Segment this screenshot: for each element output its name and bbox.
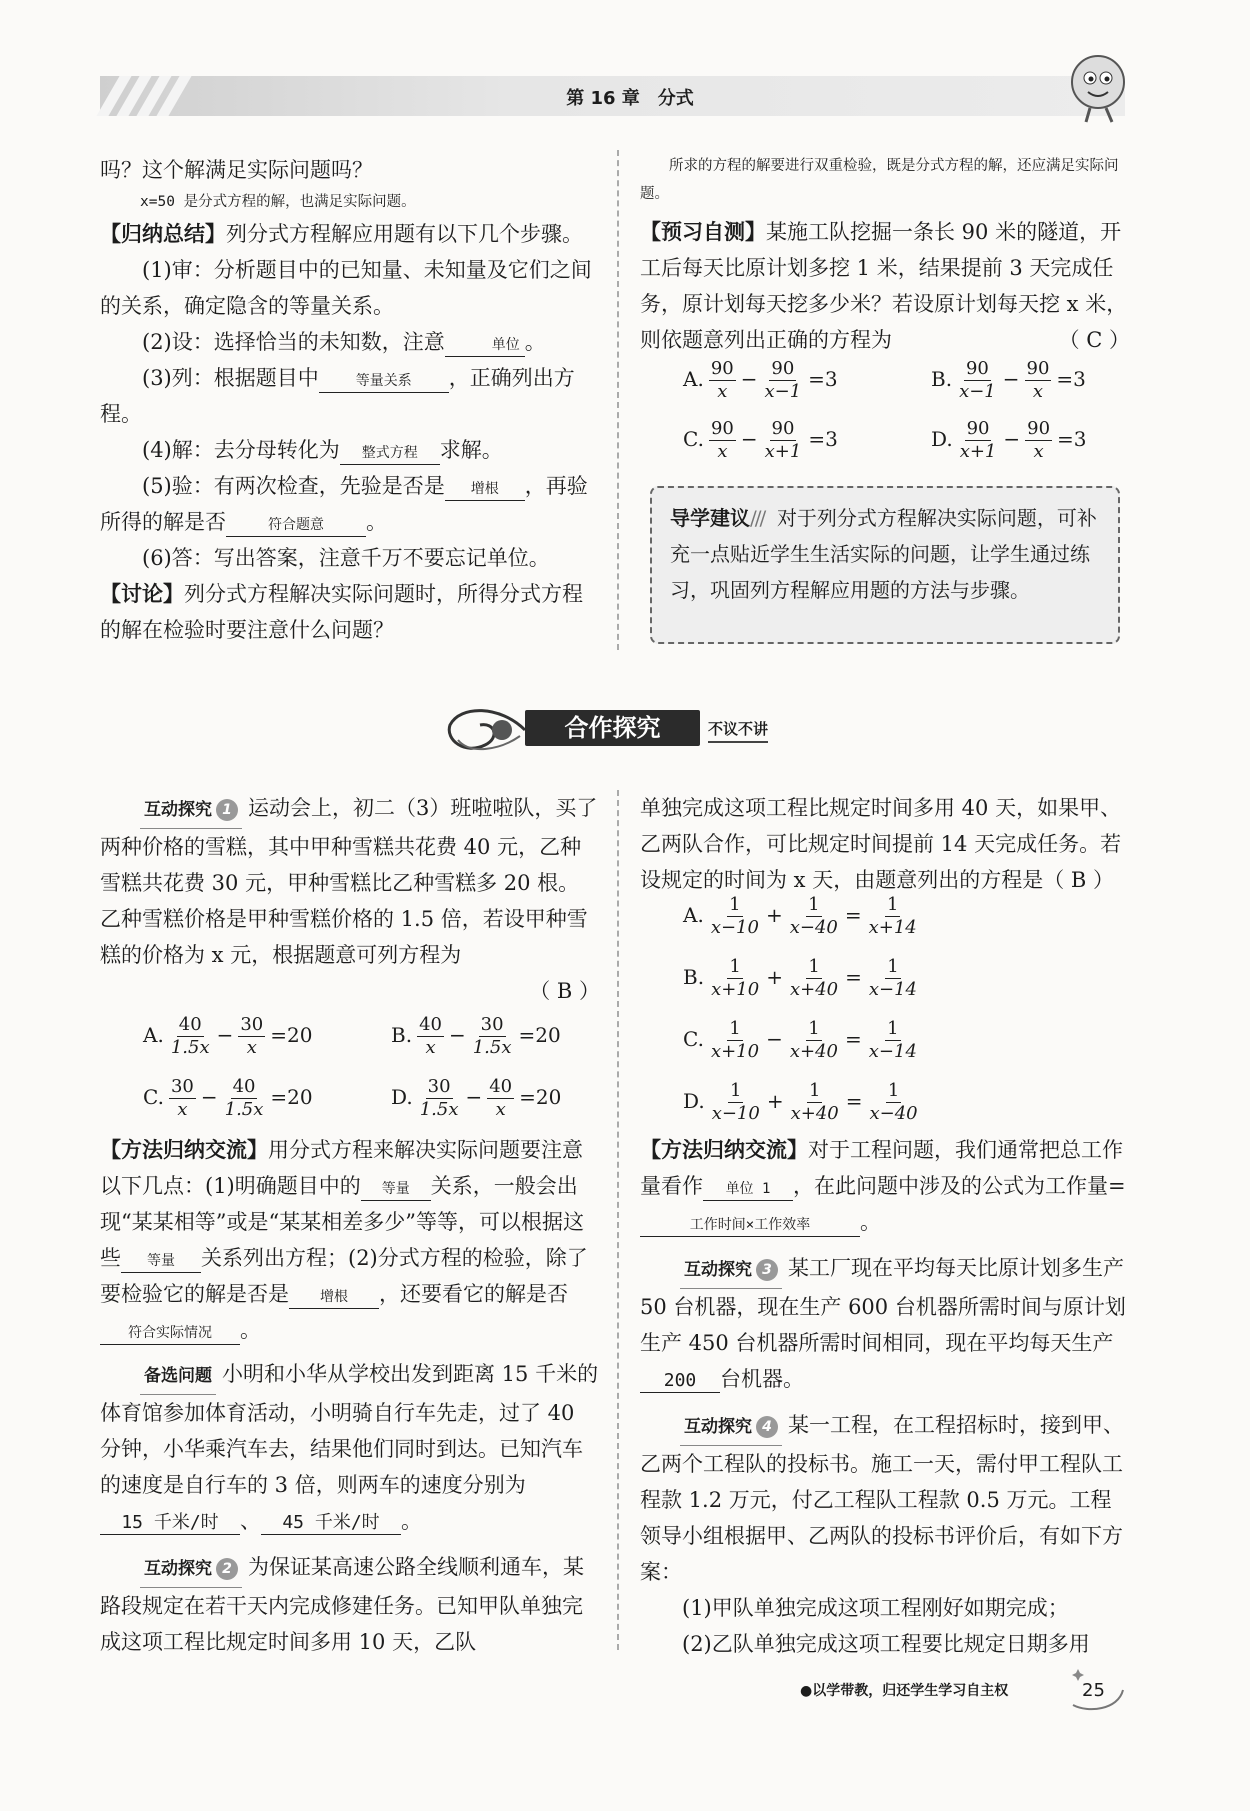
column-divider bbox=[617, 790, 619, 1650]
footer-motto: ●以学带教，归还学生学习自主权 bbox=[800, 1683, 1009, 1699]
method-tag: 【方法归纳交流】 bbox=[640, 1138, 808, 1162]
step-2-text: (2)设：选择恰当的未知数，注意 bbox=[142, 330, 445, 354]
alt-tag: 备选问题 bbox=[140, 1358, 216, 1395]
left-bottom-section bbox=[100, 790, 600, 1009]
fill-blank: 符合实际情况 bbox=[100, 1322, 240, 1345]
fraction: $\frac{1}{x-14}$ bbox=[868, 956, 918, 1000]
fraction: $\frac{40}{x}$ bbox=[419, 1014, 442, 1058]
fill-blank: 等量 bbox=[361, 1178, 431, 1201]
fraction: $\frac{1}{x+14}$ bbox=[868, 894, 917, 938]
preview-text: 某施工队挖掘一条长 90 米的隧道，开工后每天比原计划多挖 1 米，结果提前 3 天完成任务，原计划每天挖多少米？若设原计划每天挖 x 米，则依题意列出正确的方程为 bbox=[640, 220, 1128, 352]
exercise-text: 单独完成这项工程比规定时间多用 40 天，如果甲、乙两队合作，可比规定时间提前 14 天完成任务。若设规定的时间为 x 天，由题意列出的方程是 bbox=[640, 796, 1122, 892]
fill-blank: 单位 bbox=[445, 334, 525, 357]
option-d[interactable]: D. $\frac{1}{x-10}$ + $\frac{1}{x+40}$ = $\frac{1}{x-40}$ bbox=[683, 1080, 918, 1124]
step-6: (6)答：写出答案，注意千万不要忘记单位。 bbox=[142, 546, 550, 570]
method-text: ，还要看它的解是否 bbox=[379, 1282, 568, 1306]
answer-choice: （ C ） bbox=[1058, 328, 1130, 352]
exercise-text: 为保证某高速公路全线顺利通车，某路段规定在若干天内完成修建任务。已知甲队单独完成这项工程比规定时间多用 10 天，乙队 bbox=[100, 1555, 584, 1654]
left-top-section bbox=[100, 152, 600, 648]
summary-tag: 【归纳总结】 bbox=[100, 222, 226, 246]
fraction: $\frac{1}{x+10}$ bbox=[710, 1018, 760, 1062]
option-b[interactable]: B. $\frac{40}{x}$ − $\frac{30}{1.5x}$ =20 bbox=[391, 1014, 561, 1058]
step-3-end: ，正确列出方程。 bbox=[100, 366, 575, 426]
fill-blank: 等量 bbox=[121, 1250, 201, 1273]
fraction: $\frac{90}{x}$ bbox=[710, 358, 734, 402]
mascot-icon bbox=[1060, 48, 1140, 128]
fraction: $\frac{90}{x}$ bbox=[1027, 418, 1051, 462]
step-1: (1)审：分析题目中的已知量、未知量及它们之间的关系，确定隐含的等量关系。 bbox=[100, 258, 592, 318]
method-text: 对于工程问题，我们通常把总工作量看作 bbox=[640, 1138, 1123, 1198]
chapter-title: 第 16 章 分式 bbox=[566, 88, 694, 109]
fill-blank: 等量关系 bbox=[319, 370, 449, 393]
fill-blank: 工作时间×工作效率 bbox=[640, 1214, 860, 1237]
exercise-text: 某一工程，在工程招标时，接到甲、乙两个工程队的投标书。施工一天，需付甲工程队工程款 1.2 万元，付乙工程队工程款 0.5 万元。工程领导小组根据甲、乙两队的投标书评价后，有如下方案： bbox=[640, 1413, 1124, 1584]
fill-blank: 45 千米/时 bbox=[261, 1512, 401, 1535]
method-2-section bbox=[640, 1132, 1130, 1662]
fraction: $\frac{1}{x-14}$ bbox=[868, 1018, 917, 1062]
summary-text: 列分式方程解应用题有以下几个步骤。 bbox=[226, 222, 583, 246]
fraction: $\frac{90}{x-1}$ bbox=[764, 358, 802, 402]
exercise-tag: 互动探究 1 bbox=[140, 792, 242, 829]
option-a[interactable]: A. $\frac{90}{x}$ − $\frac{90}{x-1}$ =3 bbox=[683, 358, 838, 402]
option-b[interactable]: B. $\frac{90}{x-1}$ − $\frac{90}{x}$ =3 bbox=[931, 358, 1086, 402]
fill-blank: 15 千米/时 bbox=[100, 1512, 240, 1535]
plan-1: (1)甲队单独完成这项工程刚好如期完成； bbox=[682, 1596, 1069, 1620]
method-text: 用分式方程来解决实际问题要注意以下几点：(1)明确题目中的 bbox=[100, 1138, 583, 1198]
note-text: 对于列分式方程解决实际问题，可补充一点贴近学生生活实际的问题，让学生通过练习，巩固列方程解应用题的方法与步骤。 bbox=[670, 506, 1097, 602]
step-5-mid: ，再验所得的解是否 bbox=[100, 474, 588, 534]
exercise-tag: 互动探究 3 bbox=[680, 1252, 782, 1289]
fraction: $\frac{40}{x}$ bbox=[489, 1076, 513, 1120]
answer-text: 所求的方程的解要进行双重检验，既是分式方程的解，还应满足实际问题。 bbox=[640, 158, 1119, 202]
answer-choice: （ B ） bbox=[529, 979, 600, 1003]
option-c[interactable]: C. $\frac{30}{x}$ − $\frac{40}{1.5x}$ =20 bbox=[143, 1076, 313, 1120]
fill-blank: 单位 1 bbox=[703, 1178, 793, 1201]
number-badge: 3 bbox=[756, 1259, 778, 1281]
fraction: $\frac{1}{x+10}$ bbox=[711, 956, 760, 1000]
method-text: 。 bbox=[860, 1210, 881, 1234]
number-badge: 4 bbox=[756, 1416, 778, 1438]
fraction: $\frac{90}{x+1}$ bbox=[959, 418, 997, 462]
step-2-end: 。 bbox=[524, 330, 546, 354]
slash-decoration: /// bbox=[750, 506, 765, 530]
section-banner bbox=[440, 700, 800, 760]
fraction: $\frac{1}{x+40}$ bbox=[789, 1018, 838, 1062]
exercise-end: 台机器。 bbox=[720, 1367, 804, 1391]
guide-note bbox=[650, 486, 1120, 644]
method-tag: 【方法归纳交流】 bbox=[100, 1138, 268, 1162]
fraction: $\frac{30}{x}$ bbox=[240, 1014, 264, 1058]
method-text: 关系，一般会出现“某某相等”或是“某某相差多少”等等，可以根据这些 bbox=[100, 1174, 584, 1270]
fraction: $\frac{1}{x-40}$ bbox=[869, 1080, 918, 1124]
option-a[interactable]: A. $\frac{40}{1.5x}$ − $\frac{30}{x}$ =20 bbox=[143, 1014, 313, 1058]
fill-blank: 增根 bbox=[445, 478, 525, 501]
exercise-tag: 互动探究 2 bbox=[140, 1551, 242, 1588]
right-top-section bbox=[640, 152, 1130, 358]
option-d[interactable]: D. $\frac{90}{x+1}$ − $\frac{90}{x}$ =3 bbox=[931, 418, 1087, 462]
fraction: $\frac{1}{x+40}$ bbox=[789, 956, 839, 1000]
separator: 、 bbox=[240, 1509, 261, 1533]
alt-end: 。 bbox=[401, 1509, 422, 1533]
number-badge: 2 bbox=[216, 1558, 238, 1580]
fill-blank: 整式方程 bbox=[340, 442, 440, 465]
discuss-tag: 【讨论】 bbox=[100, 582, 184, 606]
exercise-tag: 互动探究 4 bbox=[680, 1409, 782, 1446]
option-c[interactable]: C. $\frac{90}{x}$ − $\frac{90}{x+1}$ =3 bbox=[683, 418, 838, 462]
answer-text: x=50 是分式方程的解，也满足实际问题。 bbox=[140, 194, 416, 210]
page-number: 25 bbox=[1082, 1680, 1105, 1701]
swirl-icon bbox=[440, 700, 530, 760]
plan-2: (2)乙队单独完成这项工程要比规定日期多用 bbox=[682, 1632, 1090, 1656]
option-d[interactable]: D. $\frac{30}{1.5x}$ − $\frac{40}{x}$ =20 bbox=[391, 1076, 562, 1120]
method-1-section bbox=[100, 1132, 600, 1660]
fraction: $\frac{30}{1.5x}$ bbox=[419, 1076, 459, 1120]
exercise-text: 某工厂现在平均每天比原计划多生产 50 台机器，现在生产 600 台机器所需时间与原计划生产 450 台机器所需时间相同，现在平均每天生产 bbox=[640, 1256, 1126, 1355]
right-bottom-section bbox=[640, 790, 1130, 898]
step-5-end: 。 bbox=[366, 510, 387, 534]
fraction: $\frac{90}{x-1}$ bbox=[959, 358, 996, 402]
fraction: $\frac{40}{1.5x}$ bbox=[170, 1014, 210, 1058]
fraction: $\frac{1}{x-10}$ bbox=[711, 1080, 760, 1124]
fraction: $\frac{90}{x}$ bbox=[1026, 358, 1050, 402]
fraction: $\frac{90}{x}$ bbox=[710, 418, 734, 462]
option-c[interactable]: C. $\frac{1}{x+10}$ − $\frac{1}{x+40}$ = $\frac{1}{x-14}$ bbox=[683, 1018, 917, 1062]
fraction: $\frac{1}{x-10}$ bbox=[710, 894, 759, 938]
fraction: $\frac{30}{1.5x}$ bbox=[472, 1014, 512, 1058]
fraction: $\frac{40}{1.5x}$ bbox=[224, 1076, 264, 1120]
text-line: 吗？这个解满足实际问题吗？ bbox=[100, 158, 373, 182]
fill-blank: 增根 bbox=[289, 1286, 379, 1309]
banner-subtitle: 不议不讲 bbox=[708, 718, 768, 743]
step-3-text: (3)列：根据题目中 bbox=[142, 366, 319, 390]
banner-title: 合作探究 bbox=[525, 710, 700, 746]
method-text: ，在此问题中涉及的公式为工作量= bbox=[793, 1174, 1126, 1198]
option-b[interactable]: B. $\frac{1}{x+10}$ + $\frac{1}{x+40}$ = $\frac{1}{x-14}$ bbox=[683, 956, 918, 1000]
fraction: $\frac{1}{x-40}$ bbox=[789, 894, 838, 938]
fraction: $\frac{90}{x+1}$ bbox=[764, 418, 802, 462]
alt-text: 小明和小华从学校出发到距离 15 千米的体育馆参加体育活动，小明骑自行车先走，过了 40 分钟，小华乘汽车去，结果他们同时到达。已知汽车的速度是自行车的 3 倍，则两车的速度分别为 bbox=[100, 1362, 599, 1497]
preview-tag: 【预习自测】 bbox=[640, 220, 766, 244]
exercise-text: 运动会上，初二（3）班啦啦队，买了两种价格的雪糕，其中甲种雪糕共花费 40 元，乙种雪糕共花费 30 元，甲种雪糕比乙种雪糕多 20 根。乙种雪糕价格是甲种雪糕价格的 1.5 倍，若设甲种雪糕的价格为 x 元，根据题意可列方程为 bbox=[100, 796, 598, 967]
fill-blank: 符合题意 bbox=[226, 514, 366, 537]
method-text: 关系列出方程；(2)分式方程的检验，除了要检验它的解是否是 bbox=[100, 1246, 588, 1306]
note-title: 导学建议 bbox=[670, 506, 750, 530]
step-4-text: (4)解：去分母转化为 bbox=[142, 438, 340, 462]
option-a[interactable]: A. $\frac{1}{x-10}$ + $\frac{1}{x-40}$ = $\frac{1}{x+14}$ bbox=[683, 894, 917, 938]
discuss-text: 列分式方程解决实际问题时，所得分式方程的解在检验时要注意什么问题？ bbox=[100, 582, 583, 642]
method-text: 。 bbox=[240, 1318, 261, 1342]
fraction: $\frac{1}{x+40}$ bbox=[790, 1080, 839, 1124]
column-divider bbox=[617, 150, 619, 650]
step-4-end: 求解。 bbox=[439, 438, 503, 462]
step-5-text: (5)验：有两次检查，先验是否是 bbox=[142, 474, 445, 498]
fill-blank: 200 bbox=[640, 1370, 720, 1393]
fraction: $\frac{30}{x}$ bbox=[170, 1076, 194, 1120]
number-badge: 1 bbox=[216, 799, 238, 821]
answer-choice: （ B ） bbox=[1043, 868, 1114, 892]
